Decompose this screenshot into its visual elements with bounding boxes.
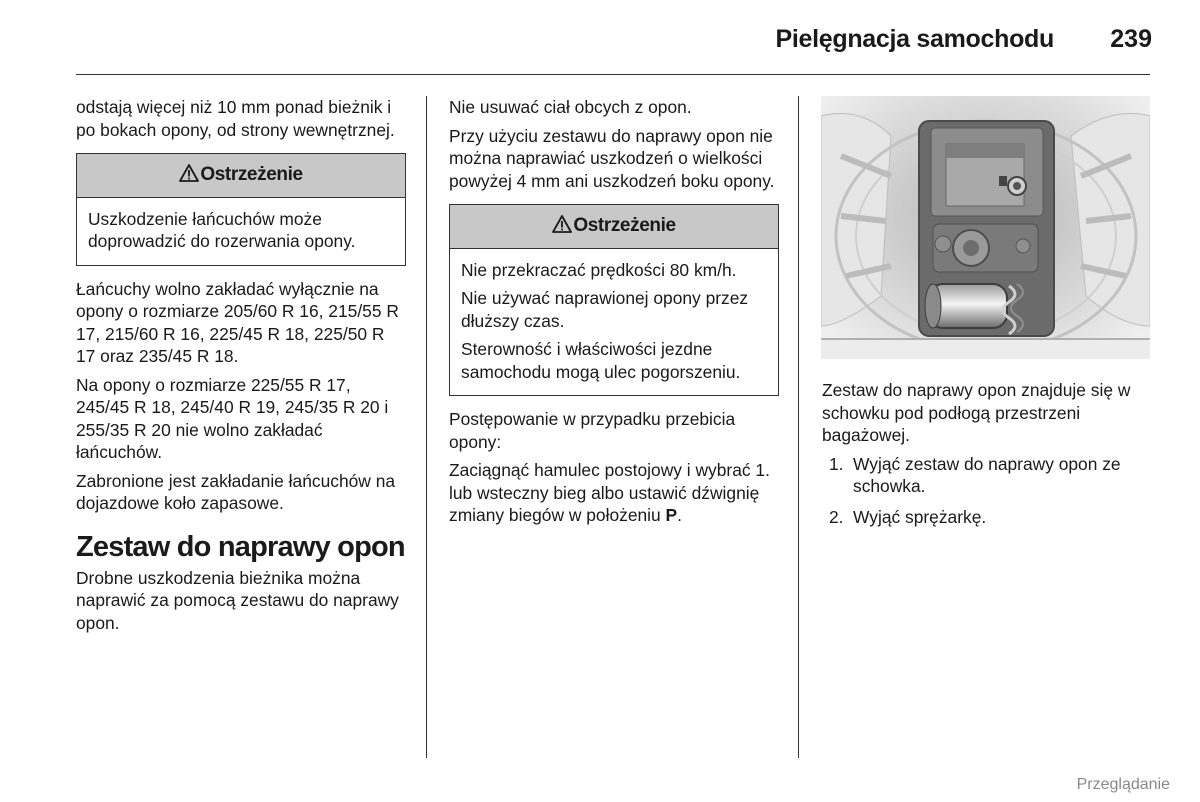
page-number: 239: [1110, 25, 1152, 53]
list-item: 2. Wyjąć sprężarkę.: [829, 506, 987, 527]
col2-paragraph: [449, 459, 779, 527]
warning-triangle-icon: [552, 215, 572, 233]
warning-title: Ostrzeżenie: [573, 215, 676, 236]
column-divider-1: [426, 96, 427, 758]
col1-paragraph: Łańcuchy wolno zakładać wyłącznie na opony o rozmiarze 205/60 R 16, 215/55 R 17, 215/60 R 16, 225/45 R 18, 225/50 R 17 oraz 235/45 R 18.: [76, 278, 399, 366]
list-item: 1. Wyjąć zestaw do naprawy opon ze schowka.: [829, 453, 1121, 496]
col2-instruction-end: .: [677, 505, 682, 525]
column-3: [822, 379, 1157, 536]
repair-kit-photo: [821, 96, 1150, 359]
col2-instruction: Zaciągnąć hamulec postojowy i wybrać 1. lub wsteczny bieg albo ustawić dźwignię zmiany biegów w położeniu: [449, 460, 770, 525]
repair-kit-illustration: [821, 96, 1150, 359]
warning-body: [450, 249, 778, 396]
header-rule: [76, 74, 1150, 75]
col1-paragraph: Na opony o rozmiarze 225/55 R 17, 245/45 R 18, 245/40 R 19, 245/35 R 20 i 255/35 R 20 nie wolno zakładać łańcuchów.: [76, 374, 389, 462]
warning-text: Nie przekraczać prędkości 80 km/h.: [461, 259, 737, 280]
steps-list: [822, 453, 1157, 529]
warning-text: Nie używać naprawionej opony przez dłuższy czas.: [461, 288, 749, 331]
warning-box-speed: [449, 204, 779, 396]
page-header-title: Pielęgnacja samochodu: [775, 25, 1054, 53]
gear-position-p: P: [665, 505, 678, 525]
warning-header: [450, 205, 778, 249]
col2-paragraph: Nie usuwać ciał obcych z opon.: [449, 97, 692, 117]
col2-paragraph: Postępowanie w przypadku przebicia opony:: [449, 409, 736, 452]
column-2: [449, 96, 779, 533]
warning-body: [77, 198, 405, 265]
photo-caption: Zestaw do naprawy opon znajduje się w schowku pod podłogą przestrzeni bagażowej.: [822, 380, 1131, 445]
footer-watermark: Przeglądanie: [1076, 776, 1170, 793]
col1-intro: odstają więcej niż 10 mm ponad bieżnik i po bokach opony, od strony wewnętrznej.: [76, 97, 395, 140]
warning-title: Ostrzeżenie: [200, 164, 303, 185]
warning-header: [77, 154, 405, 198]
warning-text: Sterowność i właściwości jezdne samochodu mogą ulec pogorszeniu.: [461, 339, 741, 382]
warning-text: Uszkodzenie łańcuchów może doprowadzić do rozerwania opony.: [88, 208, 356, 251]
column-1: [76, 96, 406, 640]
column-divider-2: [798, 96, 799, 758]
warning-triangle-icon: [179, 164, 199, 182]
section-heading: Zestaw do naprawy opon: [76, 530, 405, 563]
col1-paragraph: Zabronione jest zakładanie łańcuchów na dojazdowe koło zapasowe.: [76, 470, 396, 513]
warning-box-chains: [76, 153, 406, 266]
col1-paragraph: Drobne uszkodzenia bieżnika można naprawić za pomocą zestawu do naprawy opon.: [76, 567, 399, 633]
col2-paragraph: Przy użyciu zestawu do naprawy opon nie można naprawiać uszkodzeń o wielkości powyżej 4 mm ani uszkodzeń boku opony.: [449, 125, 775, 191]
